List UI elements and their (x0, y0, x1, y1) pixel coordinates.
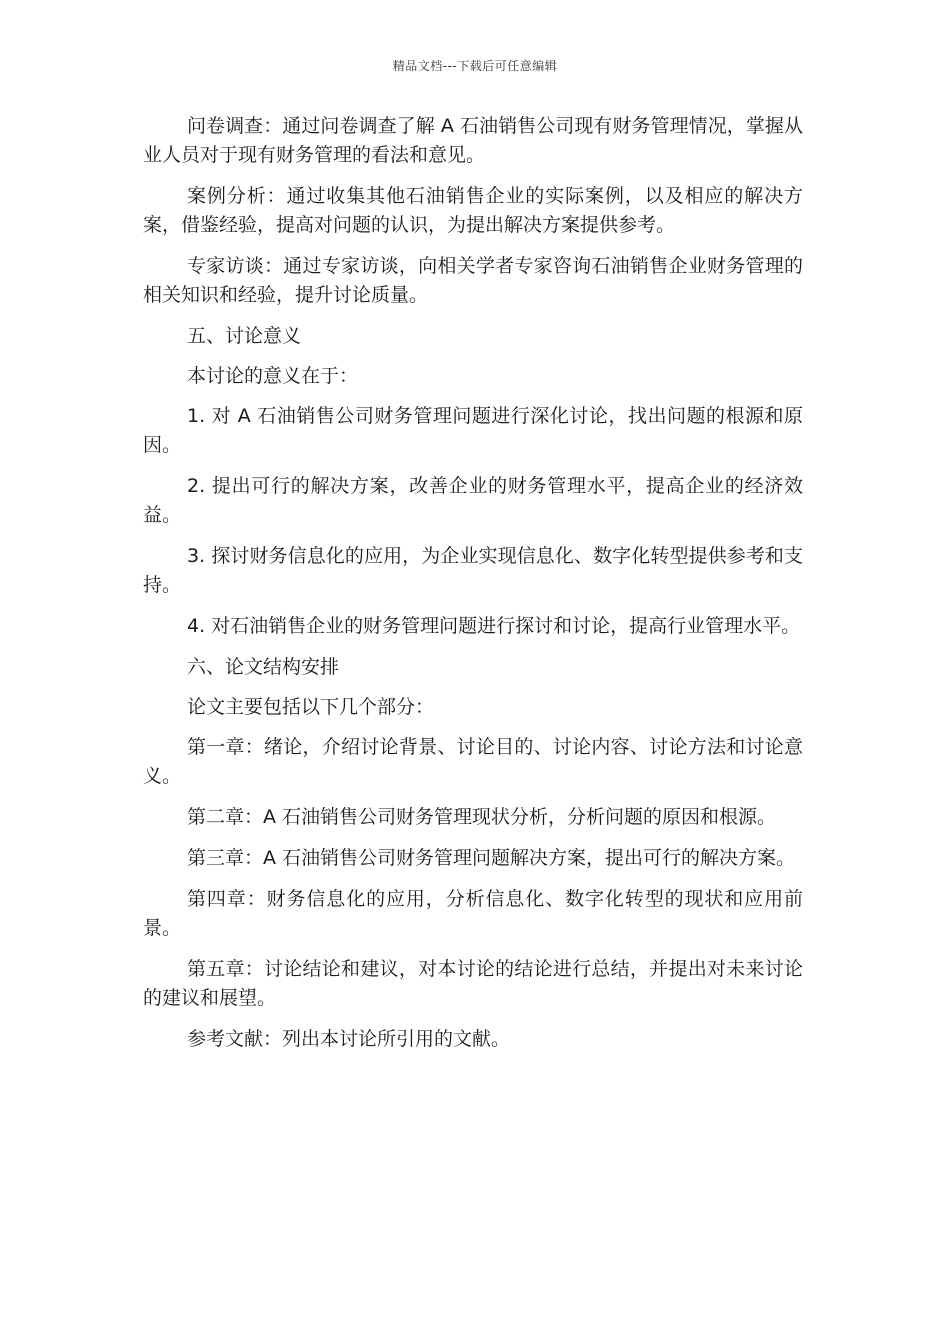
chapter-item: 第四章：财务信息化的应用，分析信息化、数字化转型的现状和应用前景。 (143, 888, 803, 939)
chapter-item: 第五章：讨论结论和建议，对本讨论的结论进行总结，并提出对未来讨论的建议和展望。 (143, 958, 803, 1009)
paragraph-structure-intro: 论文主要包括以下几个部分： (187, 696, 435, 718)
paragraph-references: 参考文献：列出本讨论所引用的文献。 (187, 1028, 511, 1050)
list-item: 2. 提出可行的解决方案，改善企业的财务管理水平，提高企业的经济效益。 (143, 475, 803, 526)
section-heading-structure: 六、论文结构安排 (187, 656, 340, 678)
paragraph-significance-intro: 本讨论的意义在于： (187, 365, 359, 387)
paragraph-expert-interview: 专家访谈：通过专家访谈，向相关学者专家咨询石油销售企业财务管理的相关知识和经验，提升讨论质量。 (143, 255, 803, 306)
paragraph-questionnaire: 问卷调查：通过问卷调查了解 A 石油销售公司现有财务管理情况，掌握从业人员对于现有财务管理的看法和意见。 (143, 115, 803, 166)
chapter-item: 第三章：A 石油销售公司财务管理问题解决方案，提出可行的解决方案。 (187, 847, 796, 869)
list-item: 4. 对石油销售企业的财务管理问题进行探讨和讨论，提高行业管理水平。 (187, 615, 801, 637)
section-heading-significance: 五、讨论意义 (187, 325, 302, 347)
chapter-item: 第一章：绪论，介绍讨论背景、讨论目的、讨论内容、讨论方法和讨论意义。 (143, 736, 803, 787)
list-item: 3. 探讨财务信息化的应用，为企业实现信息化、数字化转型提供参考和支持。 (143, 545, 803, 596)
chapter-item: 第二章：A 石油销售公司财务管理现状分析，分析问题的原因和根源。 (187, 806, 777, 828)
paragraph-case-analysis: 案例分析：通过收集其他石油销售企业的实际案例，以及相应的解决方案，借鉴经验，提高对问题的认识，为提出解决方案提供参考。 (143, 185, 803, 236)
document-body (143, 112, 803, 1065)
page-header: 精品文档---下载后可任意编辑 (392, 59, 558, 73)
list-item: 1. 对 A 石油销售公司财务管理问题进行深化讨论，找出问题的根源和原因。 (143, 405, 803, 456)
